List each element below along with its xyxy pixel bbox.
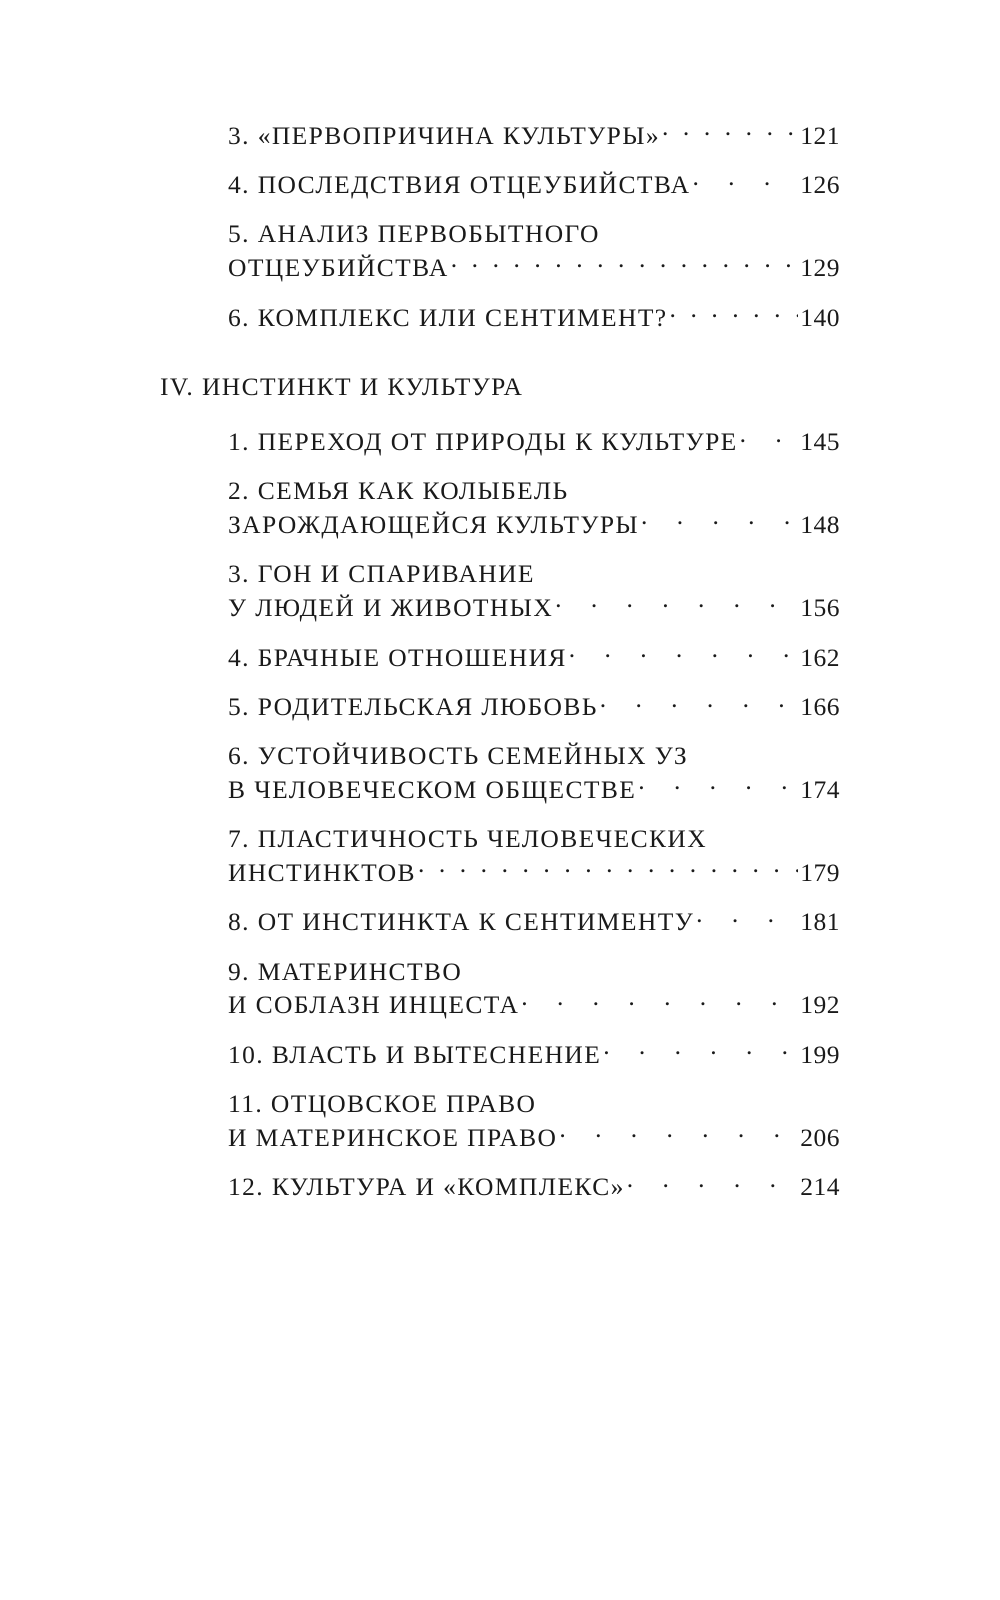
toc-entry-line [160, 168, 840, 202]
toc-entry-line [160, 250, 840, 284]
toc-section-entry[interactable] [160, 690, 840, 724]
toc-section-entry[interactable] [160, 118, 840, 152]
toc-leader-dots [559, 1120, 798, 1146]
toc-leader-dots [418, 855, 798, 881]
toc-entry-title: 3. «ПЕРВОПРИЧИНА КУЛЬТУРЫ» [228, 120, 661, 150]
toc-page-number: 179 [800, 857, 840, 887]
toc-entry-line [160, 772, 840, 806]
toc-entry-title: 11. ОТЦОВСКОЕ ПРАВО [228, 1088, 537, 1118]
toc-entry-title: IV. ИНСТИНКТ И КУЛЬТУРА [160, 371, 524, 401]
toc-entry-title: 6. КОМПЛЕКС ИЛИ СЕНТИМЕНТ? [228, 302, 668, 332]
toc-entry-line [160, 474, 840, 507]
toc-entry-line [160, 590, 840, 624]
toc-entry-line [160, 855, 840, 889]
toc-section-entry[interactable] [160, 640, 840, 674]
toc-entry-title: 5. РОДИТЕЛЬСКАЯ ЛЮБОВЬ [228, 692, 598, 722]
toc-page-number: 148 [800, 510, 840, 540]
toc-entry-line [160, 425, 840, 459]
toc-entry-line [160, 217, 840, 250]
toc-entry-title: ЗАРОЖДАЮЩЕЙСЯ КУЛЬТУРЫ [228, 510, 640, 540]
toc-leader-dots [696, 905, 798, 931]
toc-page-number: 121 [800, 120, 840, 150]
toc-leader-dots [600, 690, 798, 716]
toc-leader-dots [641, 508, 798, 534]
toc-entry-title: 8. ОТ ИНСТИНКТА К СЕНТИМЕНТУ [228, 907, 695, 937]
toc-entry-title: 3. ГОН И СПАРИВАНИЕ [228, 559, 535, 589]
toc-section-entry[interactable] [160, 739, 840, 806]
toc-section-entry[interactable] [160, 168, 840, 202]
toc-entry-line [160, 955, 840, 988]
toc-page-number: 166 [800, 692, 840, 722]
toc-leader-dots [603, 1037, 798, 1063]
toc-entry-title: И СОБЛАЗН ИНЦЕСТА [228, 990, 520, 1020]
toc-entry-line [160, 988, 840, 1022]
toc-page-number: 129 [800, 252, 840, 282]
toc-page-number: 162 [800, 642, 840, 672]
toc-page-number: 174 [800, 774, 840, 804]
toc-entry-line [160, 739, 840, 772]
toc-entry-line [160, 905, 840, 939]
toc-entry-line [160, 1170, 840, 1204]
toc-page-number: 199 [800, 1039, 840, 1069]
toc-section-entry[interactable] [160, 905, 840, 939]
toc-entry-line [160, 370, 840, 403]
toc-section-entry[interactable] [160, 217, 840, 284]
toc-entry-title: 12. КУЛЬТУРА И «КОМПЛЕКС» [228, 1172, 625, 1202]
toc-section-entry[interactable] [160, 1170, 840, 1204]
toc-leader-dots [451, 250, 798, 276]
toc-entry-title: 1. ПЕРЕХОД ОТ ПРИРОДЫ К КУЛЬТУРЕ [228, 427, 738, 457]
toc-entry-line [160, 1087, 840, 1120]
toc-page-number: 214 [800, 1172, 840, 1202]
toc-entry-line [160, 508, 840, 542]
toc-entry-line [160, 640, 840, 674]
toc-entry-title: И МАТЕРИНСКОЕ ПРАВО [228, 1122, 558, 1152]
toc-page-number: 192 [800, 990, 840, 1020]
toc-leader-dots [521, 988, 798, 1014]
toc-entry-title: ОТЦЕУБИЙСТВА [228, 252, 449, 282]
toc-entry-line [160, 822, 840, 855]
toc-page-number: 140 [800, 302, 840, 332]
toc-entry-title: 5. АНАЛИЗ ПЕРВОБЫТНОГО [228, 219, 600, 249]
toc-entry-title: В ЧЕЛОВЕЧЕСКОМ ОБЩЕСТВЕ [228, 774, 637, 804]
toc-leader-dots [662, 118, 798, 144]
toc-leader-dots [638, 772, 798, 798]
toc-entry-line [160, 557, 840, 590]
toc-page-number: 156 [800, 592, 840, 622]
toc-entry-line [160, 1120, 840, 1154]
toc-entry-title: ИНСТИНКТОВ [228, 857, 416, 887]
toc-chapter-entry[interactable] [160, 370, 840, 403]
toc-page-number: 206 [800, 1122, 840, 1152]
toc-page-number: 145 [800, 427, 840, 457]
table-of-contents [160, 118, 840, 1203]
toc-section-entry[interactable] [160, 557, 840, 624]
toc-page-number: 126 [800, 170, 840, 200]
toc-entry-title: 7. ПЛАСТИЧНОСТЬ ЧЕЛОВЕЧЕСКИХ [228, 824, 708, 854]
toc-leader-dots [670, 300, 799, 326]
toc-entry-title: У ЛЮДЕЙ И ЖИВОТНЫХ [228, 592, 554, 622]
toc-entry-title: 4. ПОСЛЕДСТВИЯ ОТЦЕУБИЙСТВА [228, 170, 691, 200]
toc-page-number: 181 [800, 907, 840, 937]
toc-section-entry[interactable] [160, 955, 840, 1022]
toc-entry-title: 2. СЕМЬЯ КАК КОЛЫБЕЛЬ [228, 476, 569, 506]
toc-section-entry[interactable] [160, 425, 840, 459]
toc-section-entry[interactable] [160, 1037, 840, 1071]
toc-section-entry[interactable] [160, 1087, 840, 1154]
toc-entry-title: 6. УСТОЙЧИВОСТЬ СЕМЕЙНЫХ УЗ [228, 741, 689, 771]
toc-leader-dots [627, 1170, 798, 1196]
toc-section-entry[interactable] [160, 822, 840, 889]
toc-section-entry[interactable] [160, 474, 840, 541]
toc-entry-title: 9. МАТЕРИНСТВО [228, 956, 463, 986]
toc-section-entry[interactable] [160, 300, 840, 334]
toc-leader-dots [740, 425, 799, 451]
toc-entry-line [160, 118, 840, 152]
toc-entry-line [160, 690, 840, 724]
toc-leader-dots [555, 590, 798, 616]
toc-entry-line [160, 1037, 840, 1071]
toc-entry-title: 10. ВЛАСТЬ И ВЫТЕСНЕНИЕ [228, 1039, 602, 1069]
toc-leader-dots [692, 168, 798, 194]
toc-entry-line [160, 300, 840, 334]
toc-leader-dots [569, 640, 798, 666]
toc-entry-title: 4. БРАЧНЫЕ ОТНОШЕНИЯ [228, 642, 567, 672]
